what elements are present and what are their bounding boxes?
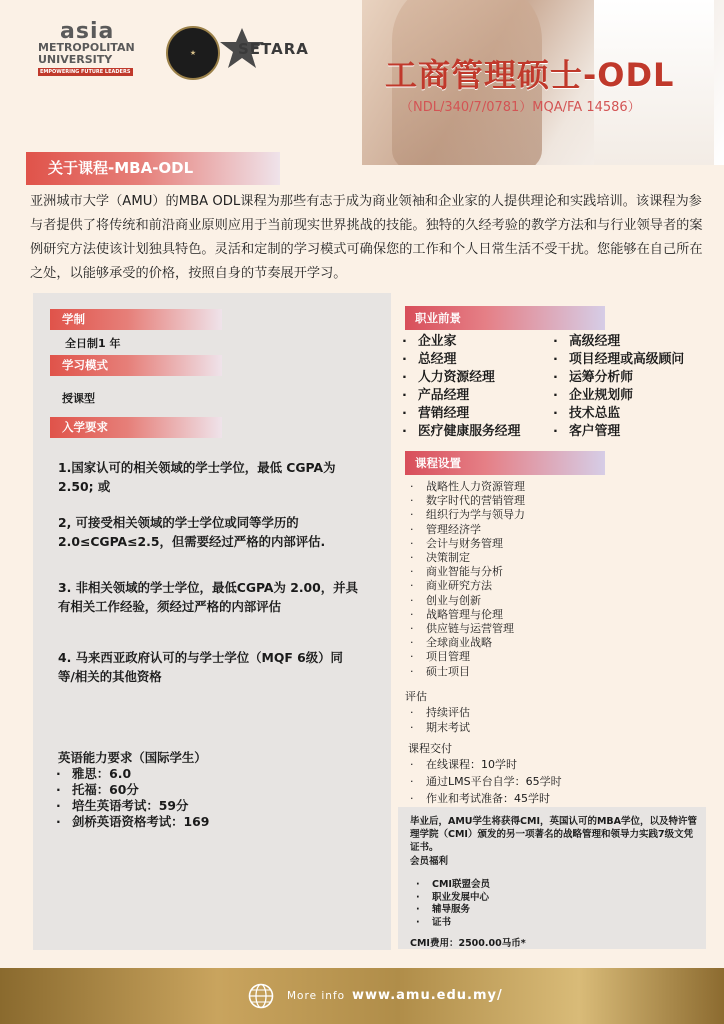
- program-title: 工商管理硕士-ODL: [385, 56, 675, 94]
- list-item: · 决策制定: [410, 551, 470, 565]
- list-item: · 辅导服务: [416, 904, 471, 915]
- list-item: · 企业规划师: [553, 388, 633, 403]
- list-item: · 商业研究方法: [410, 579, 492, 593]
- list-item: · 雅思：6.0: [56, 766, 132, 781]
- list-item: · 全球商业战略: [410, 636, 492, 650]
- list-item: · 总经理: [402, 352, 457, 367]
- career-list-right: [553, 333, 684, 441]
- list-item: · 在线课程：10学时: [410, 758, 517, 771]
- duration-label: 学制: [50, 309, 222, 330]
- list-item: · 客户管理: [553, 424, 621, 439]
- delivery-title: 课程交付: [408, 742, 452, 755]
- cmi-benefit-list: [416, 879, 490, 929]
- career-list-left: [402, 333, 520, 441]
- intro-heading: 关于课程-MBA-ODL: [26, 152, 280, 185]
- cmi-text: 毕业后，AMU学生将获得CMI，英国认可的MBA学位，以及特许管理学院（CMI）颁发的另一项著名的战略管理和领导力实践7级文凭证书。: [410, 816, 698, 853]
- list-item: · 持续评估: [410, 706, 470, 719]
- list-item: · 作业和考试准备：45学时: [410, 792, 550, 805]
- amu-logo: [38, 19, 135, 76]
- list-item: · 营销经理: [402, 406, 470, 421]
- list-item: · 项目管理: [410, 650, 470, 664]
- list-item: · 创业与创新: [410, 593, 481, 607]
- intro-text: 亚洲城市大学（AMU）的MBA ODL课程为那些有志于成为商业领袖和企业家的人提供理论和实践培训。该课程为参与者提供了将传统和前沿商业原则应用于当前现实世界挑战的技能。独特的久经考验的教学方法和与行业领导者的案例研究方法使该计划独具特色。灵活和定制的学习模式可确保您的工作和个人日常生活不受干扰。您能够在自己所在之处，以能够承受的价格，按照自身的节奏展开学习。: [30, 194, 703, 281]
- globe-icon: [248, 983, 274, 1009]
- course-list: [410, 480, 525, 679]
- list-item: · 培生英语考试：59分: [56, 798, 189, 813]
- list-item: · 人力资源经理: [402, 370, 495, 385]
- logo-metropolitan-text: METROPOLITAN: [38, 41, 135, 54]
- duration-value: 全日制1 年: [65, 337, 121, 350]
- setara-logo: [220, 26, 320, 70]
- list-item: · 托福：60分: [56, 782, 139, 797]
- website-link[interactable]: www.amu.edu.my/: [352, 988, 503, 1003]
- list-item: · 供应链与运营管理: [410, 622, 514, 636]
- list-item: · 医疗健康服务经理: [402, 424, 521, 439]
- assessment-list: [410, 705, 470, 735]
- career-label: 职业前景: [405, 306, 605, 330]
- assessment-title: 评估: [405, 690, 427, 703]
- list-item: · 职业发展中心: [416, 891, 490, 903]
- list-item: · CMI联盟会员: [416, 879, 490, 890]
- list-item: · 期末考试: [410, 721, 470, 734]
- cmi-fee: CMI费用：2500.00马币*: [410, 938, 526, 949]
- requirement-4: 4. 马来西亚政府认可的与学士学位（MQF 6级）同等/相关的其他资格: [58, 650, 343, 684]
- list-item: · 高级经理: [553, 334, 621, 349]
- list-item: · 数字时代的营销管理: [410, 494, 525, 508]
- list-item: · 战略性人力资源管理: [410, 480, 525, 493]
- requirement-1: 1.国家认可的相关领域的学士学位，最低 CGPA为2.50; 或: [58, 460, 336, 494]
- cmi-benefit-title: 会员福利: [410, 856, 449, 867]
- list-item: · 产品经理: [402, 388, 470, 403]
- list-item: · 技术总监: [553, 406, 621, 421]
- award-badge-icon: ★: [166, 26, 220, 80]
- english-list: [56, 766, 209, 830]
- mode-label: 学习模式: [50, 355, 222, 376]
- list-item: · 剑桥英语资格考试：169: [56, 814, 210, 829]
- english-title: 英语能力要求（国际学生）: [58, 750, 207, 765]
- delivery-list: [410, 756, 562, 807]
- course-label: 课程设置: [405, 451, 605, 475]
- list-item: · 通过LMS平台自学：65学时: [410, 775, 562, 788]
- logo-tagline: EMPOWERING FUTURE LEADERS: [38, 68, 133, 76]
- list-item: · 运筹分析师: [553, 370, 633, 385]
- setara-text: SETARA: [238, 40, 309, 58]
- list-item: · 项目经理或高级顾问: [553, 352, 685, 367]
- list-item: · 硕士项目: [410, 664, 470, 678]
- entry-label: 入学要求: [50, 417, 222, 438]
- list-item: · 管理经济学: [410, 522, 481, 536]
- logo-university-text: UNIVERSITY: [38, 53, 113, 66]
- logo-asia-text: asia: [60, 19, 115, 44]
- list-item: · 证书: [416, 916, 452, 928]
- more-info-label: More info: [287, 990, 346, 1002]
- program-code: （NDL/340/7/0781）MQA/FA 14586）: [400, 100, 641, 115]
- list-item: · 组织行为学与领导力: [410, 508, 525, 522]
- list-item: · 商业智能与分析: [410, 565, 503, 579]
- list-item: · 会计与财务管理: [410, 536, 503, 550]
- list-item: · 战略管理与伦理: [410, 607, 503, 621]
- requirement-3: 3. 非相关领域的学士学位，最低CGPA为 2.00，并具有相关工作经验，须经过严格的内部评估: [58, 580, 358, 614]
- list-item: · 企业家: [402, 334, 457, 349]
- mode-value: 授课型: [62, 392, 95, 405]
- cmi-box: [398, 807, 706, 949]
- requirement-2: 2, 可接受相关领域的学士学位或同等学历的 2.0≤CGPA≤2.5，但需要经过严格的内部评估.: [58, 515, 326, 549]
